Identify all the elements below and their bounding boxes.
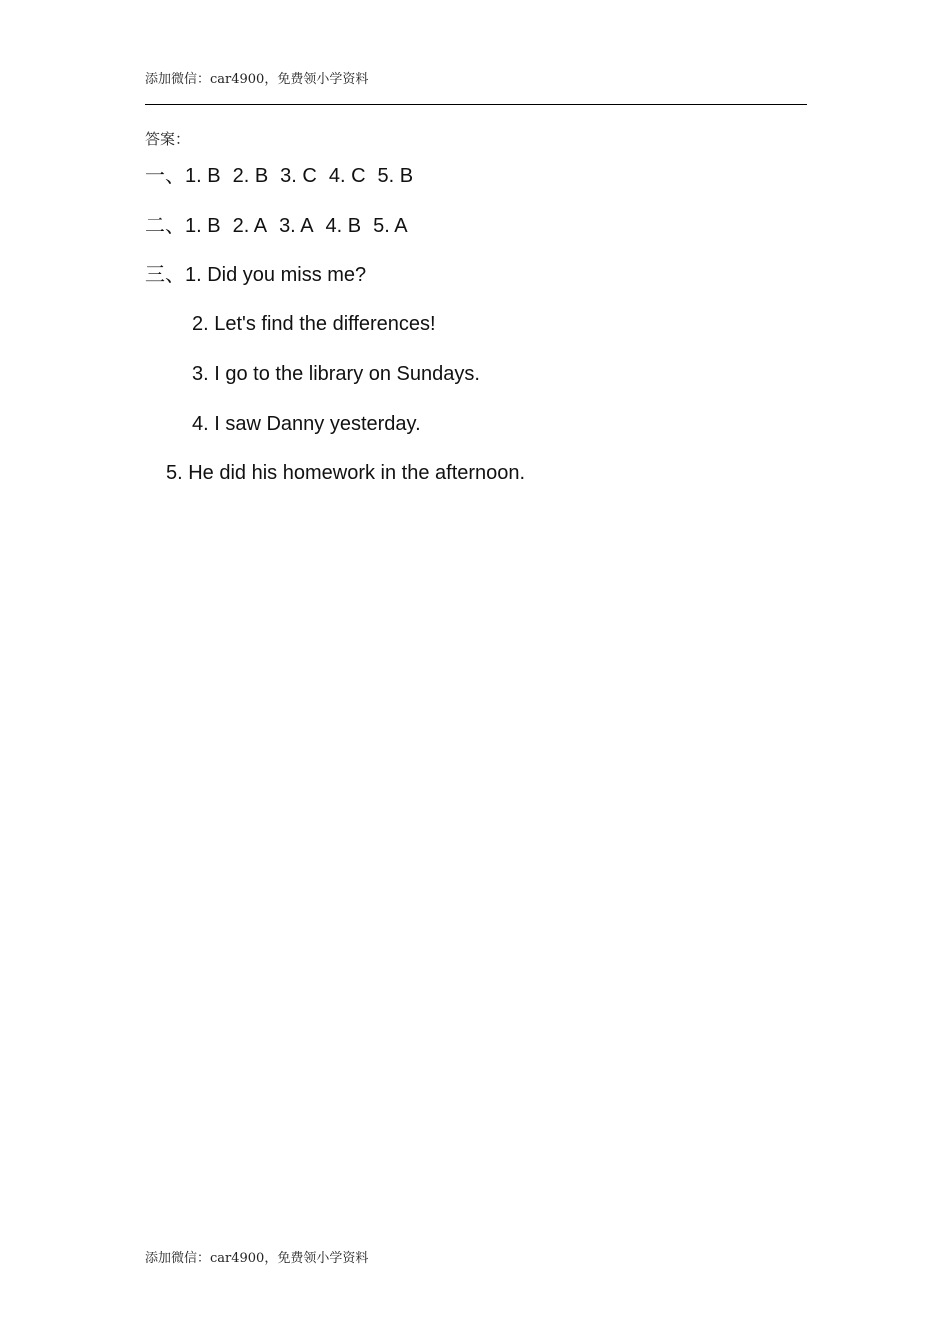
answer-item: 1. B [185, 215, 221, 237]
answers-heading: 答案： [145, 130, 191, 148]
section-2-answers [145, 213, 408, 238]
section-3-number: 三、 [145, 262, 185, 286]
answer-item: 3. C [280, 165, 317, 187]
section-1-answers [145, 163, 413, 188]
section-1-number: 一、 [145, 163, 185, 187]
answer-item: 4. C [328, 165, 366, 187]
answer-item: 5. A [373, 215, 408, 237]
section-3-answer-3: 3. I go to the library on Sundays. [192, 363, 480, 385]
sentence-text: 1. Did you miss me? [185, 264, 367, 286]
answer-item: 2. A [232, 215, 268, 237]
answer-item: 1. B [185, 165, 221, 187]
section-3-answer-2: 2. Let's find the differences! [192, 313, 436, 335]
header-divider [145, 104, 807, 105]
answer-item: 3. A [279, 215, 314, 237]
answer-item: 4. B [325, 215, 362, 237]
footer-text: 添加微信：car4900，免费领小学资料 [145, 1251, 369, 1266]
answer-item: 2. B [232, 165, 269, 187]
header-text: 添加微信：car4900，免费领小学资料 [145, 72, 369, 87]
answer-item: 5. B [377, 165, 414, 187]
section-3-answer-1 [145, 262, 366, 287]
section-2-number: 二、 [145, 213, 185, 237]
section-3-answer-4: 4. I saw Danny yesterday. [192, 413, 421, 435]
section-3-answer-5: 5. He did his homework in the afternoon. [166, 462, 526, 484]
